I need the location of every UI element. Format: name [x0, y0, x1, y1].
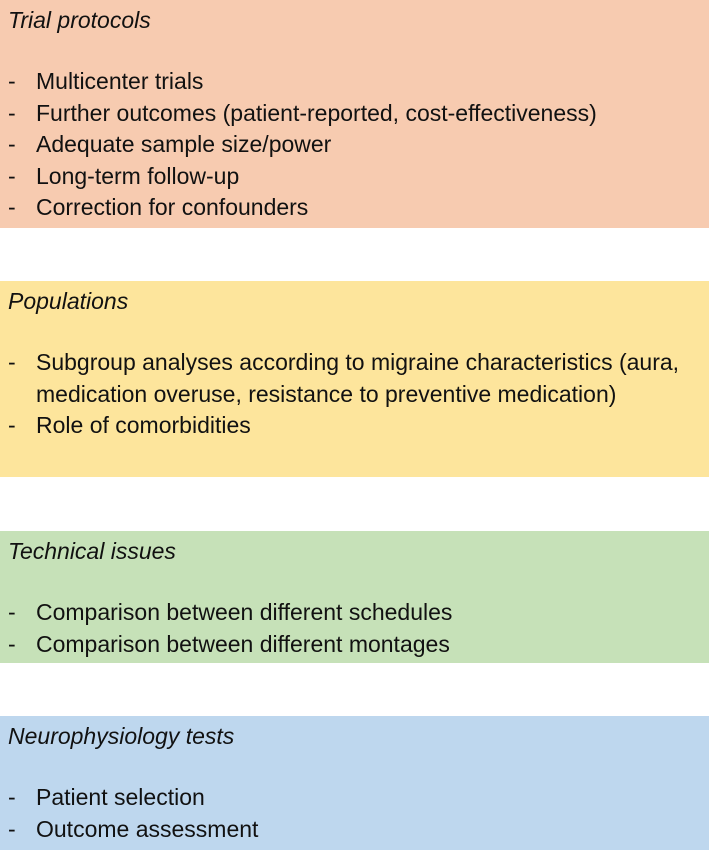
box-list: [8, 597, 701, 660]
list-item: - Adequate sample size/power: [8, 129, 701, 161]
list-item: - Correction for confounders: [8, 192, 701, 224]
list-item: - Further outcomes (patient-reported, cost-effectiveness): [8, 98, 701, 130]
list-item: - Long-term follow-up: [8, 161, 701, 193]
list-item: - Multicenter trials: [8, 66, 701, 98]
list-item: - Patient selection: [8, 782, 701, 814]
box-title: Technical issues: [8, 538, 176, 564]
box-neurophysiology-tests: [0, 716, 709, 850]
box-technical-issues: [0, 531, 709, 663]
list-item: - Outcome assessment: [8, 814, 701, 846]
box-title: Neurophysiology tests: [8, 723, 235, 749]
box-list: [8, 66, 701, 224]
box-list: [8, 782, 701, 845]
box-populations: [0, 281, 709, 477]
list-item: - Comparison between different schedules: [8, 597, 701, 629]
list-item: - Subgroup analyses according to migraine characteristics (aura, medication overuse, resistance to preventive medication): [8, 347, 701, 410]
box-title: Trial protocols: [8, 7, 151, 33]
list-item: - Role of comorbidities: [8, 410, 701, 442]
box-list: [8, 347, 701, 442]
list-item: - Comparison between different montages: [8, 629, 701, 661]
box-title: Populations: [8, 288, 129, 314]
box-trial-protocols: [0, 0, 709, 228]
